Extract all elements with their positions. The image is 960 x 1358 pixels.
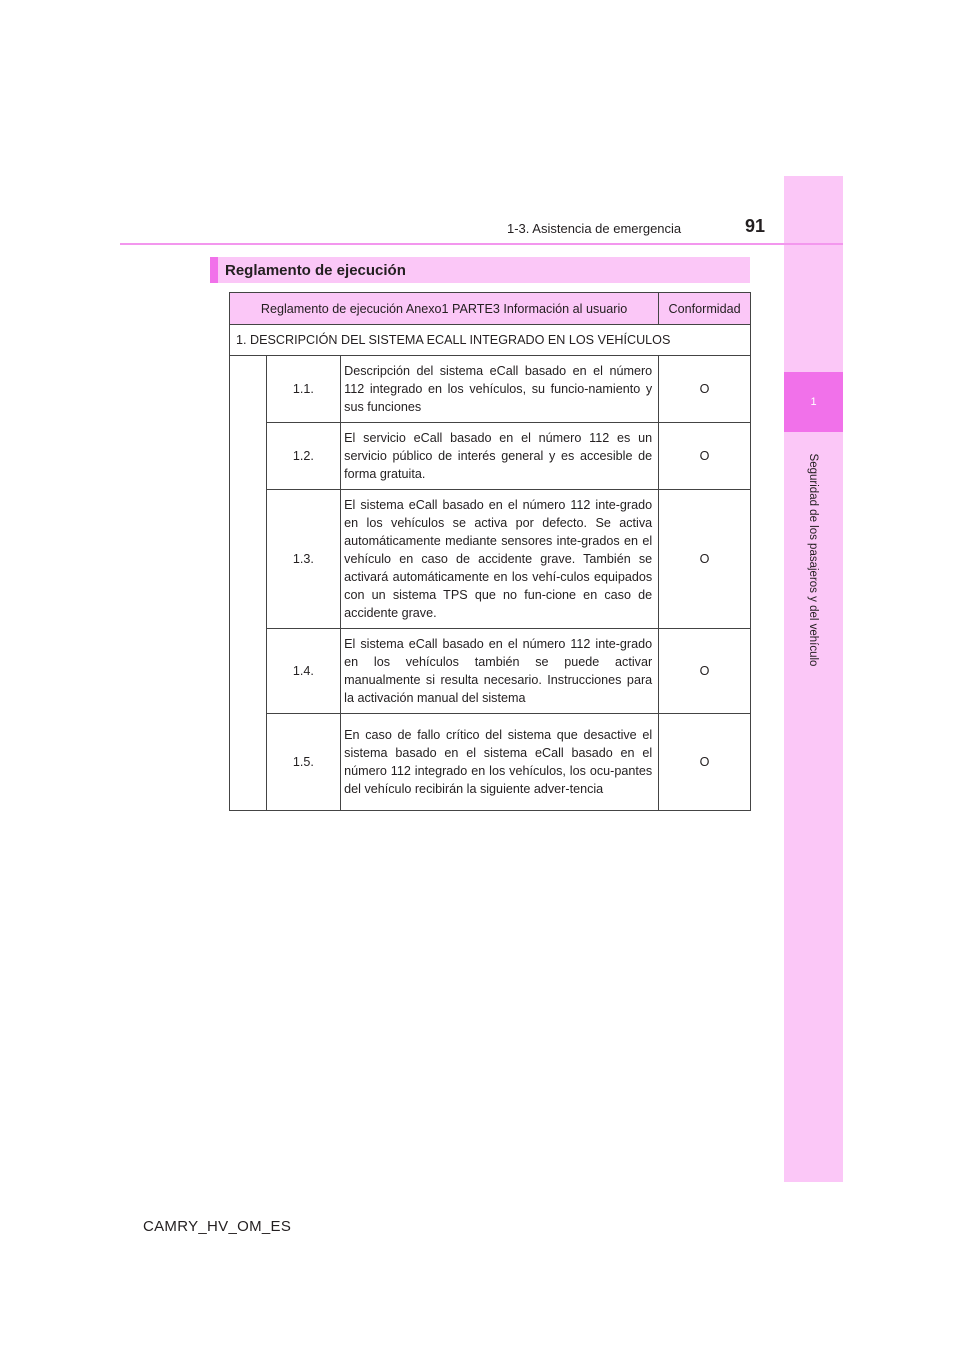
table-row bbox=[230, 629, 751, 714]
row-number: 1.3. bbox=[266, 490, 341, 629]
row-conformity: O bbox=[659, 490, 751, 629]
table-row bbox=[230, 423, 751, 490]
table-row bbox=[230, 490, 751, 629]
table-row bbox=[230, 714, 751, 811]
row-text: Descripción del sistema eCall basado en el número 112 integrado en los vehículos, su funcio-namiento y sus funciones bbox=[341, 356, 659, 423]
row-text: En caso de fallo crítico del sistema que desactive el sistema basado en el sistema eCall basado en el número 112 integrado en los vehículos, los ocu-pantes del vehículo recibirán la siguiente adver-tencia bbox=[341, 714, 659, 811]
table-section-row bbox=[230, 325, 751, 356]
section-title-text: Reglamento de ejecución bbox=[225, 261, 406, 279]
section-title bbox=[210, 257, 750, 283]
row-conformity: O bbox=[659, 714, 751, 811]
table-header-row bbox=[230, 293, 751, 325]
side-tab bbox=[784, 176, 843, 1182]
row-number: 1.4. bbox=[266, 629, 341, 714]
row-number: 1.5. bbox=[266, 714, 341, 811]
regulation-table bbox=[229, 292, 751, 811]
side-tab-number: 1 bbox=[784, 372, 843, 432]
indent-cell bbox=[230, 356, 267, 811]
table-header-info: Reglamento de ejecución Anexo1 PARTE3 Información al usuario bbox=[230, 293, 659, 325]
row-text: El sistema eCall basado en el número 112 inte-grado en los vehículos se activa por defecto. Se activa automáticamente mediante sensores inte-grados en el vehículo en caso de accidente grave. También se activará automáticamente en los vehí-culos equipados con un sistema TPS que no fun-cione en caso de accidente grave. bbox=[341, 490, 659, 629]
side-tab-label: Seguridad de los pasajeros y del vehículo bbox=[807, 453, 819, 667]
row-text: El sistema eCall basado en el número 112 inte-grado en los vehículos también se puede activar manualmente si resulta necesario. Instrucciones para la activación manual del sistema bbox=[341, 629, 659, 714]
row-number: 1.1. bbox=[266, 356, 341, 423]
row-text: El servicio eCall basado en el número 112 es un servicio público de interés general y es accesible de forma gratuita. bbox=[341, 423, 659, 490]
row-conformity: O bbox=[659, 423, 751, 490]
page-number: 91 bbox=[745, 216, 766, 236]
running-header: 1-3. Asistencia de emergencia bbox=[507, 221, 682, 236]
table-section-label: 1. DESCRIPCIÓN DEL SISTEMA ECALL INTEGRADO EN LOS VEHÍCULOS bbox=[230, 325, 751, 356]
header-rule bbox=[120, 243, 843, 245]
table-row bbox=[230, 356, 751, 423]
row-number: 1.2. bbox=[266, 423, 341, 490]
row-conformity: O bbox=[659, 356, 751, 423]
document-code: CAMRY_HV_OM_ES bbox=[143, 1218, 292, 1235]
row-conformity: O bbox=[659, 629, 751, 714]
table-header-conformity: Conformidad bbox=[659, 293, 751, 325]
